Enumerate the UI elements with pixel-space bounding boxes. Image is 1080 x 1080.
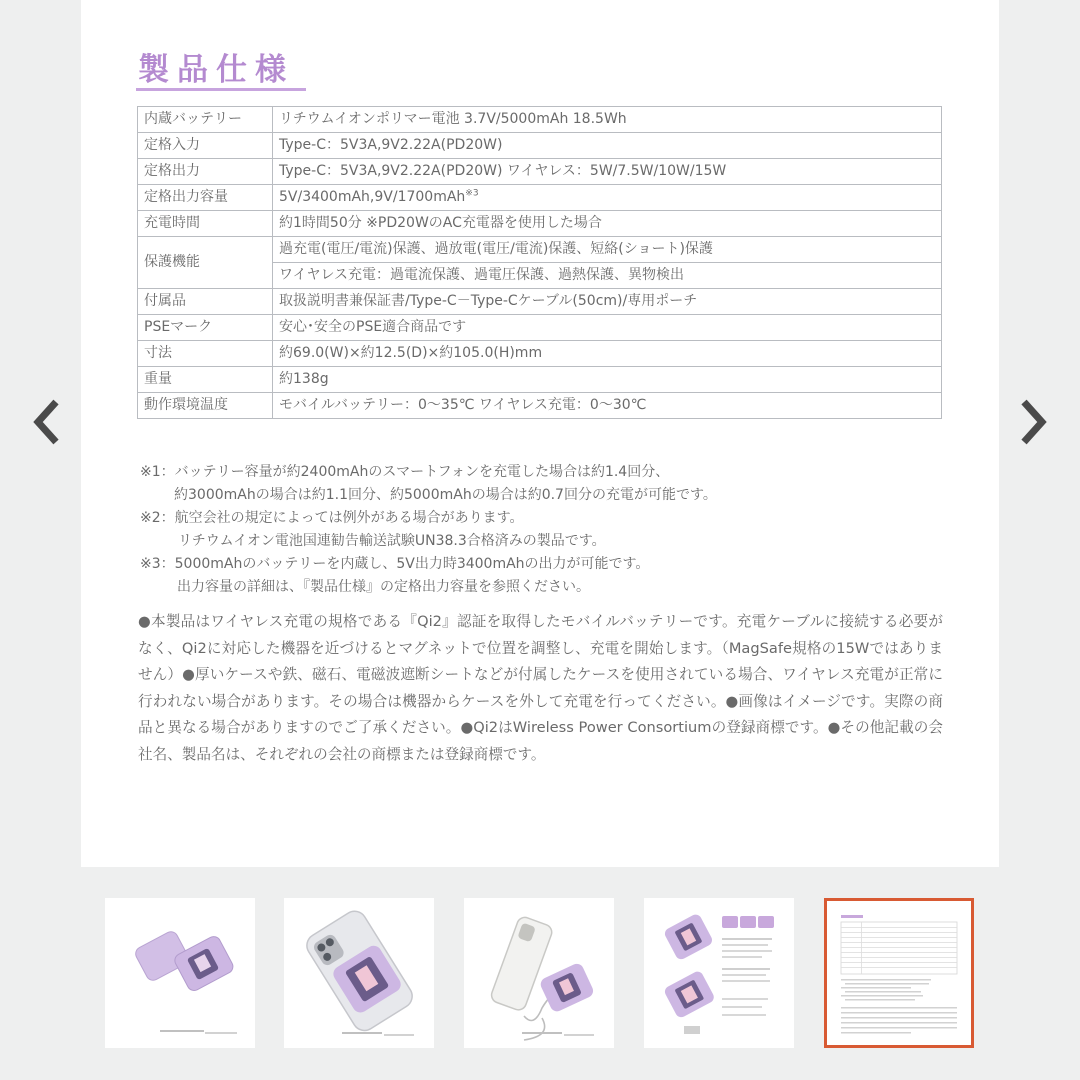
spec-value: モバイルバッテリー：0〜35℃ ワイヤレス充電：0〜30℃ — [273, 393, 942, 419]
spec-row — [138, 393, 942, 419]
footnote-line: ※3：5000mAhのバッテリーを内蔵し、5V出力時3400mAhの出力が可能です。 — [140, 556, 650, 572]
spec-label: 重量 — [138, 367, 273, 393]
footnote-ref: ※3 — [465, 188, 479, 199]
spec-value — [273, 185, 942, 211]
spec-value-text: 5V/3400mAh,9V/1700mAh — [279, 189, 466, 205]
spec-label: 保護機能 — [138, 237, 273, 289]
gallery-prev-button[interactable] — [22, 395, 72, 449]
thumbnail-4[interactable] — [644, 898, 794, 1048]
spec-row — [138, 133, 942, 159]
spec-title: 製品仕様 — [138, 52, 294, 88]
phone-with-battery-image — [284, 898, 434, 1048]
spec-value: 約1時間50分 ※PD20WのAC充電器を使用した場合 — [273, 211, 942, 237]
spec-value: リチウムイオンポリマー電池 3.7V/5000mAh 18.5Wh — [273, 107, 942, 133]
spec-label: PSEマーク — [138, 315, 273, 341]
spec-row — [138, 211, 942, 237]
spec-value: ワイヤレス充電：過電流保護、過電圧保護、過熱保護、異物検出 — [273, 263, 942, 289]
footnote-line: ※2：航空会社の規定によっては例外がある場合があります。 — [140, 510, 524, 526]
spec-label: 動作環境温度 — [138, 393, 273, 419]
spec-row — [138, 341, 942, 367]
footnote-line: ※1：バッテリー容量が約2400mAhのスマートフォンを充電した場合は約1.4回分、 — [140, 464, 670, 480]
spec-value: 過充電(電圧/電流)保護、過放電(電圧/電流)保護、短絡(ショート)保護 — [273, 237, 942, 263]
spec-table — [137, 106, 942, 419]
chevron-right-icon — [1018, 398, 1048, 446]
spec-label: 付属品 — [138, 289, 273, 315]
thumbnail-5-selected[interactable] — [824, 898, 974, 1048]
chevron-left-icon — [32, 398, 62, 446]
spec-label: 定格入力 — [138, 133, 273, 159]
spec-value: 取扱説明書兼保証書/Type-C－Type-Cケーブル(50cm)/専用ポーチ — [273, 289, 942, 315]
spec-label: 内蔵バッテリー — [138, 107, 273, 133]
thumbnail-1[interactable] — [105, 898, 255, 1048]
footnote-line: 約3000mAhの場合は約1.1回分、約5000mAhの場合は約0.7回分の充電が可能です。 — [174, 487, 717, 503]
thumbnail-3[interactable] — [464, 898, 614, 1048]
spec-label: 寸法 — [138, 341, 273, 367]
gallery-next-button[interactable] — [1008, 395, 1058, 449]
spec-value: 約138g — [273, 367, 942, 393]
spec-value: 安心･安全のPSE適合商品です — [273, 315, 942, 341]
spec-label: 定格出力容量 — [138, 185, 273, 211]
spec-row — [138, 107, 942, 133]
spec-row — [138, 159, 942, 185]
title-underline — [136, 88, 306, 91]
spec-label: 定格出力 — [138, 159, 273, 185]
battery-front-back-image — [105, 898, 255, 1048]
spec-value: Type-C：5V3A,9V2.22A(PD20W) — [273, 133, 942, 159]
footnotes — [140, 461, 940, 599]
spec-row — [138, 185, 942, 211]
spec-row — [138, 315, 942, 341]
spec-label: 充電時間 — [138, 211, 273, 237]
spec-sheet-image — [827, 901, 971, 1045]
product-features-image — [644, 898, 794, 1048]
footnote-line: 出力容量の詳細は、『製品仕様』の定格出力容量を参照ください。 — [177, 579, 590, 595]
footnote-line: リチウムイオン電池国連勧告輸送試験UN38.3合格済みの製品です。 — [178, 533, 606, 549]
spec-row — [138, 289, 942, 315]
spec-value: Type-C：5V3A,9V2.22A(PD20W) ワイヤレス：5W/7.5W/10W/15W — [273, 159, 942, 185]
spec-row — [138, 367, 942, 393]
product-description: ●本製品はワイヤレス充電の規格である『Qi2』認証を取得したモバイルバッテリーです。充電ケーブルに接続する必要がなく、Qi2に対応した機器を近づけるとマグネットで位置を調整し、充電を開始します。（MagSafe規格の15Wではありません）●厚いケースや鉄、磁石、電磁波遮断シートなどが付属したケースを使用されている場合、ワイヤレス充電が正常に行われない場合があります。その場合は機器からケースを外して充電を行ってください。●画像はイメージです。実際の商品と異なる場合がありますのでご了承ください。●Qi2はWireless Power Consortiumの登録商標です。●その他記載の会社名、製品名は、それぞれの会社の商標または登録商標です。 — [138, 613, 943, 763]
thumbnail-2[interactable] — [284, 898, 434, 1048]
spec-row — [138, 237, 942, 263]
spec-value: 約69.0(W)×約12.5(D)×約105.0(H)mm — [273, 341, 942, 367]
battery-charging-phone-image — [464, 898, 614, 1048]
